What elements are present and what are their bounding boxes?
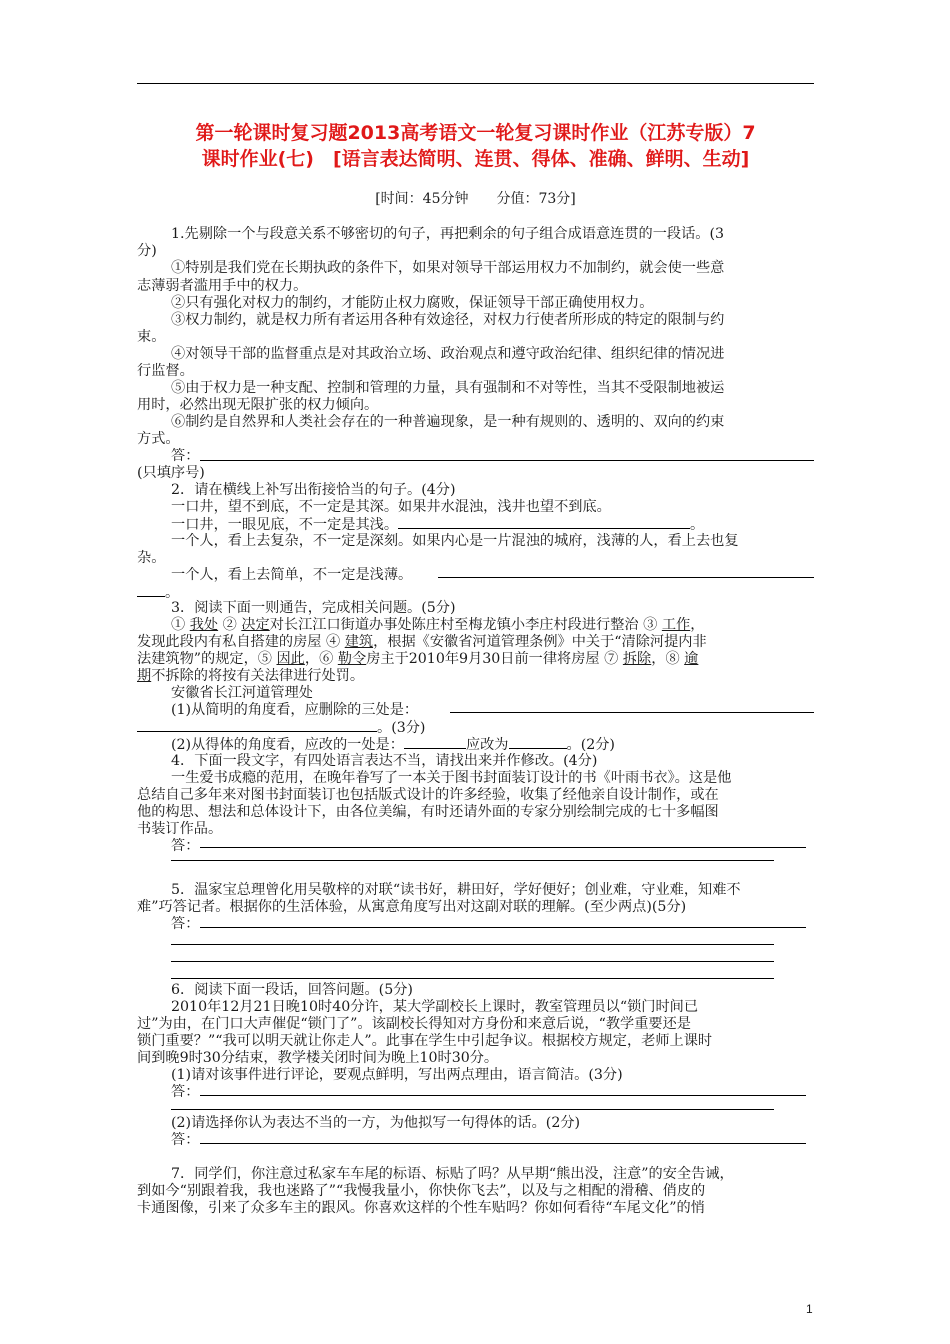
q6-answer2-label: 答：: [171, 1132, 200, 1148]
q7-prompt-2: 到如今“别跟着我，我也迷路了”“我慢我量小，你快你飞去”，以及与之相配的滑稽、俏皮的: [137, 1183, 706, 1199]
q6-passage-2: 过”为由，在门口大声催促“锁门了”。该副校长得知对方身份和来意后说，“教学重要还是: [137, 1016, 691, 1032]
q6-passage-3: 锁门重要？”“我可以明天就让你走人”。此事在学生中引起争议。根据校方规定，老师上课时: [137, 1033, 713, 1049]
q2-line-2-text: 一口井，一眼见底，不一定是其浅。: [171, 517, 399, 533]
q2-line-1: 一口井，望不到底，不一定是其深。如果井水混浊，浅井也望不到底。: [171, 499, 611, 515]
notice-text: ，: [690, 617, 705, 633]
q1-answer-note: (只填序号): [137, 465, 205, 481]
word-5: 因此: [276, 651, 305, 667]
marker-5: ⑤: [257, 651, 272, 667]
q1-sentence-2: ②只有强化对权力的制约，才能防止权力腐败，保证领导干部正确使用权力。: [171, 295, 654, 311]
q4-passage-1: 一生爱书成瘾的范用，在晚年眷写了一本关于图书封面装订设计的书《叶雨书衣》。这是他: [171, 770, 732, 786]
q4-answer-line-1[interactable]: [200, 847, 806, 848]
q5-answer-line-4[interactable]: [171, 978, 774, 979]
q5-prompt-cont: 难”巧答记者。根据你的生活体验，从寓意角度写出对这副对联的理解。(至少两点)(5分): [137, 899, 687, 915]
q3-sub2-text: (2)从得体的角度看，应改的一处是：: [171, 737, 404, 753]
q3-sub1: (1)从简明的角度看，应删除的三处是：: [171, 702, 419, 718]
marker-3: ③: [643, 617, 658, 633]
q2-line-4: 一个人，看上去简单，不一定是浅薄。: [171, 567, 413, 583]
marker-1: ①: [171, 617, 186, 633]
notice-text: 房主于2010年9月30日前一律将房屋: [366, 651, 600, 667]
notice-text: 法建筑物”的规定，: [137, 651, 258, 667]
q3-sub2-score: 。(2分): [566, 737, 615, 753]
q7-prompt-1: 7．同学们，你注意过私家车车尾的标语、标贴了吗？从早期“熊出没，注意”的安全告诫，: [171, 1166, 734, 1182]
word-2: 决定: [241, 617, 270, 633]
word-8: 逾: [684, 651, 699, 667]
notice-text: 发现此段内有私自搭建的房屋: [137, 634, 322, 650]
q1-prompt: 1.先剔除一个与段意关系不够密切的句子，再把剩余的句子组合成语意连贯的一段话。(3: [171, 226, 725, 242]
q6-passage-1: 2010年12月21日晚10时40分许，某大学副校长上课时，教室管理员以“锁门时间已: [171, 999, 699, 1015]
q4-passage-2: 总结自己多年来对图书封面装订也包括版式设计的许多经验，收集了经他亲自设计制作，或在: [137, 787, 719, 803]
q6-sub2: (2)请选择你认为表达不当的一方，为他拟写一句得体的话。(2分): [171, 1115, 581, 1131]
q2-prompt: 2．请在横线上补写出衔接恰当的句子。(4分): [171, 482, 456, 498]
notice-text: ，根据《安徽省河道管理条例》中关于“清除河提内非: [373, 634, 707, 650]
q4-answer-label: 答：: [171, 838, 200, 854]
q4-passage-3: 他的构思、想法和总体设计下，由各位美编，有时还请外面的专家分别绘制完成的七十多幅图: [137, 804, 719, 820]
q5-answer-label: 答：: [171, 916, 200, 932]
q3-sub1-score: 。(3分): [377, 720, 426, 736]
q6-sub1: (1)请对该事件进行评论，要观点鲜明，写出两点理由，语言简洁。(3分): [171, 1067, 623, 1083]
q3-prompt: 3．阅读下面一则通告，完成相关问题。(5分): [171, 600, 456, 616]
q5-answer-line-2[interactable]: [171, 944, 774, 945]
q1-sentence-1-cont: 志薄弱者滥用手中的权力。: [137, 278, 308, 294]
document-title-line1: 第一轮课时复习题2013高考语文一轮复习课时作业（江苏专版）7: [195, 122, 756, 144]
q4-prompt: 4．下面一段文字，有四处语言表达不当，请找出来并作修改。(4分): [171, 753, 598, 769]
q2-line-3-cont: 杂。: [137, 550, 166, 566]
q1-sentence-1: ①特别是我们党在长期执政的条件下，如果对领导干部运用权力不加制约，就会使一些意: [171, 260, 725, 276]
word-8-cont: 期: [137, 668, 152, 684]
q1-sentence-6-cont: 方式。: [137, 431, 180, 447]
q1-prompt-cont: 分): [137, 243, 157, 259]
q2-fill-blank-2-cont[interactable]: [137, 582, 165, 597]
marker-2: ②: [222, 617, 237, 633]
q6-answer1-line-1[interactable]: [200, 1095, 806, 1096]
q3-notice-signature: 安徽省长江河道管理处: [171, 685, 313, 701]
q5-answer-line-3[interactable]: [171, 961, 774, 962]
q1-sentence-5-cont: 用时，必然出现无限扩张的权力倾向。: [137, 397, 379, 413]
q1-sentence-5: ⑤由于权力是一种支配、控制和管理的力量，具有强制和不对等性，当其不受限制地被运: [171, 380, 725, 396]
notice-text: 不拆除的将按有关法律进行处罚。: [151, 668, 365, 684]
q6-passage-4: 间到晚9时30分结束，教学楼关闭时间为晚上10时30分。: [137, 1050, 499, 1066]
marker-7: ⑦: [604, 651, 619, 667]
q4-answer-line-2[interactable]: [171, 860, 774, 861]
q1-answer-label: 答：: [171, 448, 200, 464]
q2-fill-blank-2[interactable]: [438, 577, 814, 578]
q5-answer-line-1[interactable]: [200, 927, 806, 928]
q1-answer-blank[interactable]: [200, 460, 814, 461]
word-1: 我处: [189, 617, 219, 633]
q3-sub2-blank-1[interactable]: [404, 734, 466, 749]
time-score-info: [时间：45分钟 分值：73分]: [375, 191, 576, 207]
q3-sub2-text-mid: 应改为: [465, 737, 509, 753]
notice-text: 对长江江口街道办事处陈庄村至梅龙镇小李庄村段进行整治: [269, 617, 639, 633]
marker-4: ④: [325, 634, 341, 650]
marker-8: ⑧: [665, 651, 680, 667]
notice-text: ，: [304, 651, 320, 667]
marker-6: ⑥: [319, 651, 334, 667]
document-title-line2: 课时作业(七) [语言表达简明、连贯、得体、准确、鲜明、生动]: [201, 148, 750, 170]
q3-sub2-blank-2[interactable]: [509, 734, 567, 749]
notice-text: ，: [651, 651, 666, 667]
q7-prompt-3: 卡通图像，引来了众多车主的跟风。你喜欢这样的个性车贴吗？你如何看待“车尾文化”的悄: [137, 1200, 705, 1216]
q1-sentence-3: ③权力制约，就是权力所有者运用各种有效途径，对权力行使者所形成的特定的限制与约: [171, 312, 725, 328]
word-7: 拆除: [622, 651, 652, 667]
q1-sentence-3-cont: 束。: [137, 329, 166, 345]
q2-line-4-end: 。: [165, 585, 180, 601]
page-number: 1: [806, 1302, 813, 1316]
q1-sentence-4-cont: 行监督。: [137, 363, 194, 379]
q2-line-3: 一个人，看上去复杂，不一定是深刻。如果内心是一片混浊的城府，浅薄的人，看上去也复: [171, 533, 739, 549]
header-rule: [137, 83, 814, 84]
q2-fill-blank-1[interactable]: [398, 514, 690, 529]
q3-sub1-blank-cont[interactable]: [137, 717, 377, 732]
q1-sentence-6: ⑥制约是自然界和人类社会存在的一种普遍现象，是一种有规则的、透明的、双向的约束: [171, 414, 725, 430]
q6-answer1-label: 答：: [171, 1084, 200, 1100]
q1-sentence-4: ④对领导干部的监督重点是对其政治立场、政治观点和遵守政治纪律、组织纪律的情况进: [171, 346, 725, 362]
q6-answer1-line-2[interactable]: [171, 1109, 774, 1110]
q4-passage-4: 书装订作品。: [137, 821, 223, 837]
word-3: 工作: [661, 617, 691, 633]
q6-prompt: 6．阅读下面一段话，回答问题。(5分): [171, 982, 413, 998]
word-6: 勒令: [337, 651, 367, 667]
word-4: 建筑: [344, 634, 374, 650]
q5-prompt: 5．温家宝总理曾化用吴敬梓的对联“读书好，耕田好，学好便好；创业难，守业难，知难不: [171, 882, 741, 898]
q3-sub1-blank[interactable]: [450, 712, 814, 713]
q6-answer2-line[interactable]: [200, 1143, 806, 1144]
q2-line-2-end: 。: [690, 517, 705, 533]
